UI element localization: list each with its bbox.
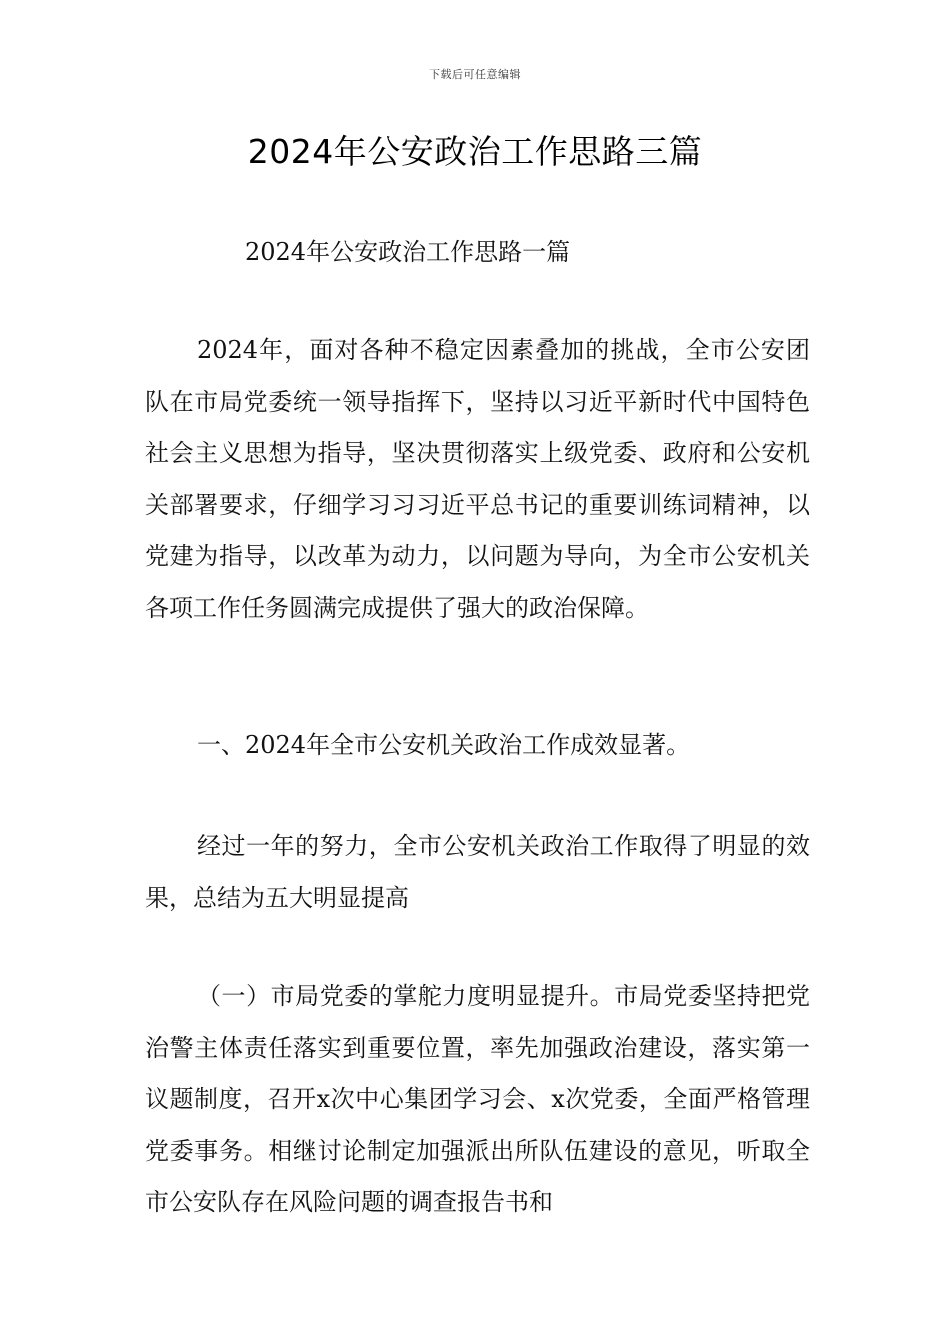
paragraph-summary: 经过一年的努力，全市公安机关政治工作取得了明显的效果，总结为五大明显提高 xyxy=(145,832,810,912)
paragraph-point-one: （一）市局党委的掌舵力度明显提升。市局党委坚持把党治警主体责任落实到重要位置，率先加强政治建设，落实第一议题制度，召开x次中心集团学习会、x次党委，全面严格管理党委事务。相继讨论制定加强派出所队伍建设的意见，听取全市公安队存在风险问题的调查报告书和 xyxy=(145,982,810,1216)
document-subtitle: 2024年公安政治工作思路一篇 xyxy=(245,238,571,266)
document-title: 2024年公安政治工作思路三篇 xyxy=(247,132,703,171)
header-note: 下载后可任意编辑 xyxy=(429,68,521,81)
section-heading: 一、2024年全市公安机关政治工作成效显著。 xyxy=(197,731,691,759)
paragraph-intro: 2024年，面对各种不稳定因素叠加的挑战，全市公安团队在市局党委统一领导指挥下，坚持以习近平新时代中国特色社会主义思想为指导，坚决贯彻落实上级党委、政府和公安机关部署要求，仔细学习习习近平总书记的重要训练词精神，以党建为指导，以改革为动力，以问题为导向，为全市公安机关各项工作任务圆满完成提供了强大的政治保障。 xyxy=(145,336,810,622)
